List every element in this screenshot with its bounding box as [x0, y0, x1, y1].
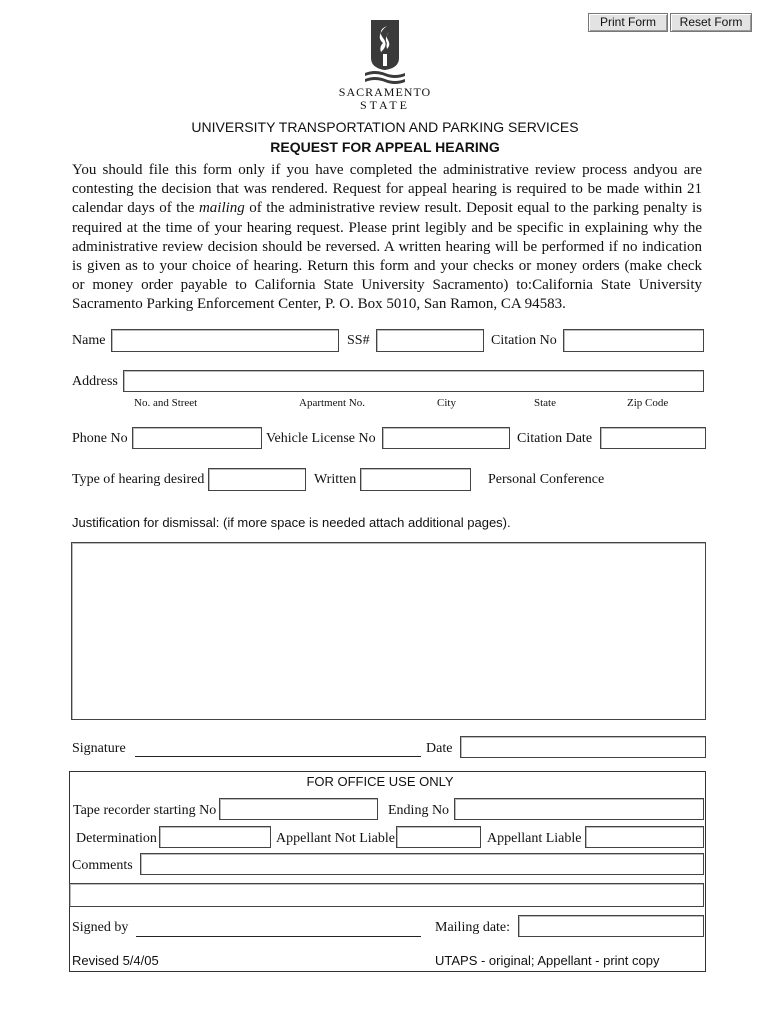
reset-form-button[interactable]: Reset Form	[670, 13, 752, 32]
vehicle-license-input[interactable]	[382, 427, 510, 449]
ss-input[interactable]	[376, 329, 484, 352]
written-label: Written	[314, 472, 357, 487]
logo-text-sacramento: SACRAMENTO	[338, 85, 432, 99]
liable-label: Appellant Liable	[487, 831, 582, 846]
liable-input[interactable]	[585, 826, 704, 848]
signed-by-label: Signed by	[72, 920, 129, 935]
comments-input-2[interactable]	[69, 883, 704, 907]
written-input[interactable]	[360, 468, 471, 491]
address-zip-caption: Zip Code	[627, 397, 669, 409]
citation-date-input[interactable]	[600, 427, 706, 449]
signed-by-line[interactable]	[136, 936, 421, 937]
address-input[interactable]	[123, 370, 704, 392]
hearing-type-input[interactable]	[208, 468, 306, 491]
justification-label: Justification for dismissal: (if more space is needed attach additional pages).	[72, 515, 511, 530]
mailing-date-label: Mailing date:	[435, 920, 511, 935]
determination-input[interactable]	[159, 826, 271, 848]
justification-textarea[interactable]	[71, 542, 706, 720]
signature-line[interactable]	[135, 756, 421, 757]
comments-input-1[interactable]	[140, 853, 704, 875]
office-use-title: FOR OFFICE USE ONLY	[306, 774, 454, 789]
address-label: Address	[72, 374, 118, 389]
instructions-paragraph: You should file this form only if you have completed the administrative review process andyou are contesting the decision that was rendered. Request for appeal hearing is required to be made within 21 calendar days of the mailing of the administrative review result. Deposit equal to the parking penalty is required at the time of your hearing request. Please print legibly and be specific in explaining why the administrative review decision should be reversed. A written hearing will be performed if no indication is given as to your choice of hearing. Return this form and your checks or money orders (make check or money order payable to California State University Sacramento) to:California State University Sacramento Parking Enforcement Center, P. O. Box 5010, San Ramon, CA 94583.	[72, 162, 702, 313]
phone-label: Phone No	[72, 431, 128, 446]
ending-no-input[interactable]	[454, 798, 704, 820]
citation-no-input[interactable]	[563, 329, 704, 352]
address-apartment-caption: Apartment No.	[299, 397, 365, 409]
torch-logo-icon	[365, 18, 405, 84]
address-state-caption: State	[534, 397, 556, 409]
name-label: Name	[72, 333, 106, 348]
determination-label: Determination	[76, 831, 157, 846]
logo-text-state: STATE	[359, 98, 411, 112]
vehicle-license-label: Vehicle License No	[266, 431, 376, 446]
not-liable-input[interactable]	[396, 826, 481, 848]
hearing-type-label: Type of hearing desired	[72, 472, 205, 487]
print-form-button[interactable]: Print Form	[588, 13, 668, 32]
ss-label: SS#	[347, 333, 370, 348]
ending-no-label: Ending No	[388, 803, 450, 818]
address-street-caption: No. and Street	[134, 397, 198, 409]
department-heading: UNIVERSITY TRANSPORTATION AND PARKING SERVICES	[191, 119, 579, 135]
personal-conference-label: Personal Conference	[488, 472, 605, 487]
tape-start-label: Tape recorder starting No	[73, 803, 217, 818]
revised-date-text: Revised 5/4/05	[72, 953, 159, 968]
phone-input[interactable]	[132, 427, 262, 449]
not-liable-label: Appellant Not Liable	[276, 831, 395, 846]
signature-label: Signature	[72, 741, 126, 756]
comments-label: Comments	[72, 858, 133, 873]
date-input[interactable]	[460, 736, 706, 758]
mailing-date-input[interactable]	[518, 915, 704, 937]
name-input[interactable]	[111, 329, 339, 352]
citation-date-label: Citation Date	[517, 431, 593, 446]
address-city-caption: City	[437, 397, 456, 409]
copies-note-text: UTAPS - original; Appellant - print copy	[435, 953, 660, 968]
citation-no-label: Citation No	[491, 333, 557, 348]
date-label: Date	[426, 741, 453, 756]
page-title: REQUEST FOR APPEAL HEARING	[270, 139, 500, 155]
tape-start-input[interactable]	[219, 798, 378, 820]
